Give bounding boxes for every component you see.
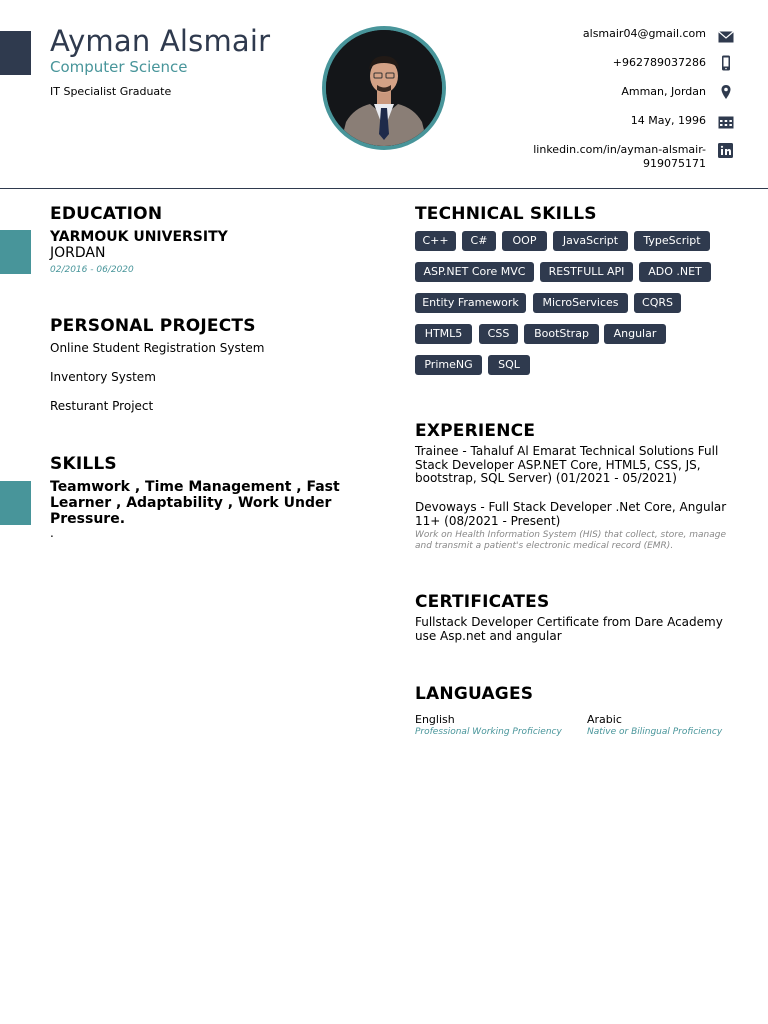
experience-description-line: Work on Health Information System (HIS) that collect, store, manage (415, 530, 726, 540)
skill-tag: BootStrap (524, 324, 599, 344)
experience-line: bootstrap, SQL Server) (01/2021 - 05/2021) (415, 471, 677, 485)
certificate-line: use Asp.net and angular (415, 628, 562, 643)
skills-heading: SKILLS (50, 454, 117, 474)
contact-email[interactable]: alsmair04@gmail.com (582, 27, 706, 40)
experience-line: 11+ (08/2021 - Present) (415, 513, 561, 528)
skill-tag: TypeScript (634, 231, 710, 251)
skill-tag: ASP.NET Core MVC (415, 262, 534, 282)
contact-location: Amman, Jordan (621, 85, 706, 98)
certificate-line: Fullstack Developer Certificate from Dare Academy (415, 615, 723, 629)
soft-skills-line: . (50, 526, 54, 540)
header-accent-block (0, 31, 31, 75)
skill-tag: PrimeNG (415, 355, 482, 375)
skill-tag: OOP (502, 231, 547, 251)
candidate-name: Ayman Alsmair (50, 24, 271, 58)
contact-phone[interactable]: +962789037286 (612, 56, 706, 69)
experience-entry (415, 445, 718, 486)
experience-description (415, 530, 726, 552)
skill-tag: C++ (415, 231, 456, 251)
contact-linkedin[interactable] (533, 143, 706, 171)
candidate-tagline: IT Specialist Graduate (50, 85, 172, 98)
technical-skills-heading: TECHNICAL SKILLS (415, 204, 597, 224)
profile-photo (326, 30, 442, 146)
linkedin-url-line2[interactable]: 919075171 (643, 157, 706, 170)
location-pin-icon (718, 84, 734, 98)
experience-line: Trainee - Tahaluf Al Emarat Technical Solutions Full (415, 444, 719, 458)
skill-tag: CQRS (634, 293, 681, 313)
contact-birthdate: 14 May, 1996 (630, 114, 706, 127)
skill-tag: ADO .NET (639, 262, 711, 282)
education-institution: YARMOUK UNIVERSITY (50, 229, 228, 245)
education-dates: 02/2016 - 06/2020 (50, 265, 134, 275)
experience-description-line: and transmit a patient's electronic medical record (EMR). (415, 541, 674, 551)
experience-line: Devoways - Full Stack Developer .Net Core, Angular (415, 500, 727, 514)
experience-entry (415, 501, 726, 528)
skill-tag: JavaScript (553, 231, 628, 251)
language-level: Professional Working Proficiency (415, 727, 562, 737)
projects-heading: PERSONAL PROJECTS (50, 316, 256, 336)
skill-tag: MicroServices (533, 293, 628, 313)
skill-tag: RESTFULL API (540, 262, 633, 282)
experience-line: Stack Developer ASP.NET Core, HTML5, CSS, JS, (415, 457, 701, 472)
skill-tag: CSS (479, 324, 518, 344)
linkedin-icon (718, 143, 734, 157)
project-item: Online Student Registration System (50, 341, 265, 355)
soft-skills-line: Learner , Adaptability , Work Under (50, 495, 332, 511)
language-level: Native or Bilingual Proficiency (587, 727, 723, 737)
profile-photo-frame (322, 26, 446, 150)
language-name: English (415, 713, 455, 726)
soft-skills-text (50, 479, 340, 539)
calendar-icon (718, 114, 734, 128)
skill-tag: C# (462, 231, 496, 251)
candidate-field: Computer Science (50, 58, 188, 76)
skill-tag: Angular (604, 324, 666, 344)
languages-heading: LANGUAGES (415, 684, 534, 704)
envelope-icon (718, 28, 734, 42)
project-item: Resturant Project (50, 399, 154, 413)
linkedin-url-line1[interactable]: linkedin.com/in/ayman-alsmair- (533, 143, 706, 156)
education-accent-block (0, 230, 31, 274)
skill-tag: HTML5 (415, 324, 472, 344)
language-name: Arabic (587, 713, 622, 726)
skills-accent-block (0, 481, 31, 525)
experience-heading: EXPERIENCE (415, 421, 536, 441)
skill-tag: Entity Framework (415, 293, 526, 313)
soft-skills-line: Teamwork , Time Management , Fast (50, 479, 340, 495)
certificate-entry (415, 616, 723, 643)
skill-tag: SQL (488, 355, 530, 375)
education-country: JORDAN (50, 245, 106, 261)
soft-skills-line: Pressure. (50, 511, 126, 527)
project-item: Inventory System (50, 370, 156, 384)
certificates-heading: CERTIFICATES (415, 592, 550, 612)
education-heading: EDUCATION (50, 204, 163, 224)
header-divider (0, 188, 768, 189)
phone-icon (718, 55, 734, 69)
